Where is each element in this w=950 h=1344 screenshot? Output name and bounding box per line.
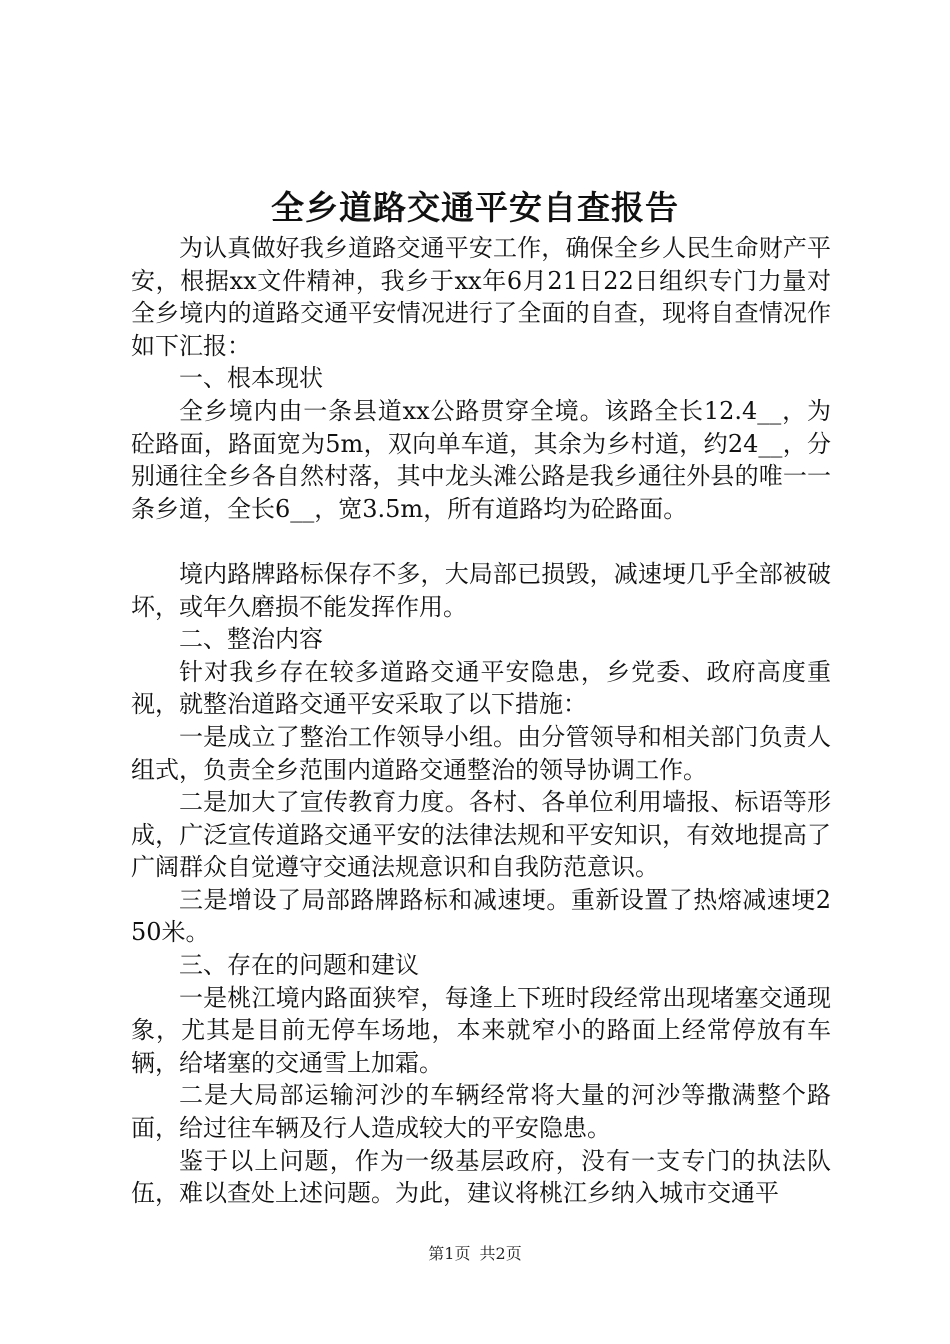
section-heading-rectification: 二、整治内容 (179, 625, 323, 654)
page-total: 共2页 (479, 1244, 522, 1263)
section-heading-status: 一、根本现状 (179, 364, 323, 393)
paragraph-road-overview: 全乡境内由一条县道xx公路贯穿全境。该路全长12.4__，为砼路面，路面宽为5m，双向单车道，其余为乡村道，约24__，分别通往全乡各自然村落，其中龙头滩公路是我乡通往外县的唯一一条乡道，全长6__，宽3.5m，所有道路均为砼路面。 (131, 396, 831, 523)
paragraph-problem-2: 二是大局部运输河沙的车辆经常将大量的河沙等撒满整个路面，给过往车辆及行人造成较大的平安隐患。 (131, 1081, 831, 1143)
paragraph-measure-1: 一是成立了整治工作领导小组。由分管领导和相关部门负责人组式，负责全乡范围内道路交通整治的领导协调工作。 (131, 722, 831, 784)
section-heading-problems: 三、存在的问题和建议 (179, 951, 419, 980)
page-number: 第1页 (428, 1244, 471, 1263)
document-title: 全乡道路交通平安自查报告 (271, 188, 679, 227)
paragraph-measure-3: 三是增设了局部路牌路标和减速埂。重新设置了热熔减速埂250米。 (131, 885, 831, 947)
paragraph-suggestion: 鉴于以上问题，作为一级基层政府，没有一支专门的执法队伍，难以查处上述问题。为此，建议将桃江乡纳入城市交通平 (131, 1146, 831, 1208)
paragraph-problem-1: 一是桃江境内路面狭窄，每逢上下班时段经常出现堵塞交通现象，尤其是目前无停车场地，本来就窄小的路面上经常停放有车辆，给堵塞的交通雪上加霜。 (131, 983, 831, 1077)
paragraph-spacer (131, 525, 831, 558)
page-footer (0, 1243, 950, 1265)
paragraph-measures-intro: 针对我乡存在较多道路交通平安隐患，乡党委、政府高度重视，就整治道路交通平安采取了以下措施： (131, 657, 831, 719)
document-body (131, 232, 831, 1210)
paragraph-road-signs: 境内路牌路标保存不多，大局部已损毁，减速埂几乎全部被破坏，或年久磨损不能发挥作用。 (131, 559, 831, 621)
paragraph-intro: 为认真做好我乡道路交通平安工作，确保全乡人民生命财产平安，根据xx文件精神，我乡于xx年6月21日22日组织专门力量对全乡境内的道路交通平安情况进行了全面的自查，现将自查情况作如下汇报： (131, 234, 831, 360)
paragraph-measure-2: 二是加大了宣传教育力度。各村、各单位利用墙报、标语等形成，广泛宣传道路交通平安的法律法规和平安知识，有效地提高了广阔群众自觉遵守交通法规意识和自我防范意识。 (131, 788, 831, 882)
